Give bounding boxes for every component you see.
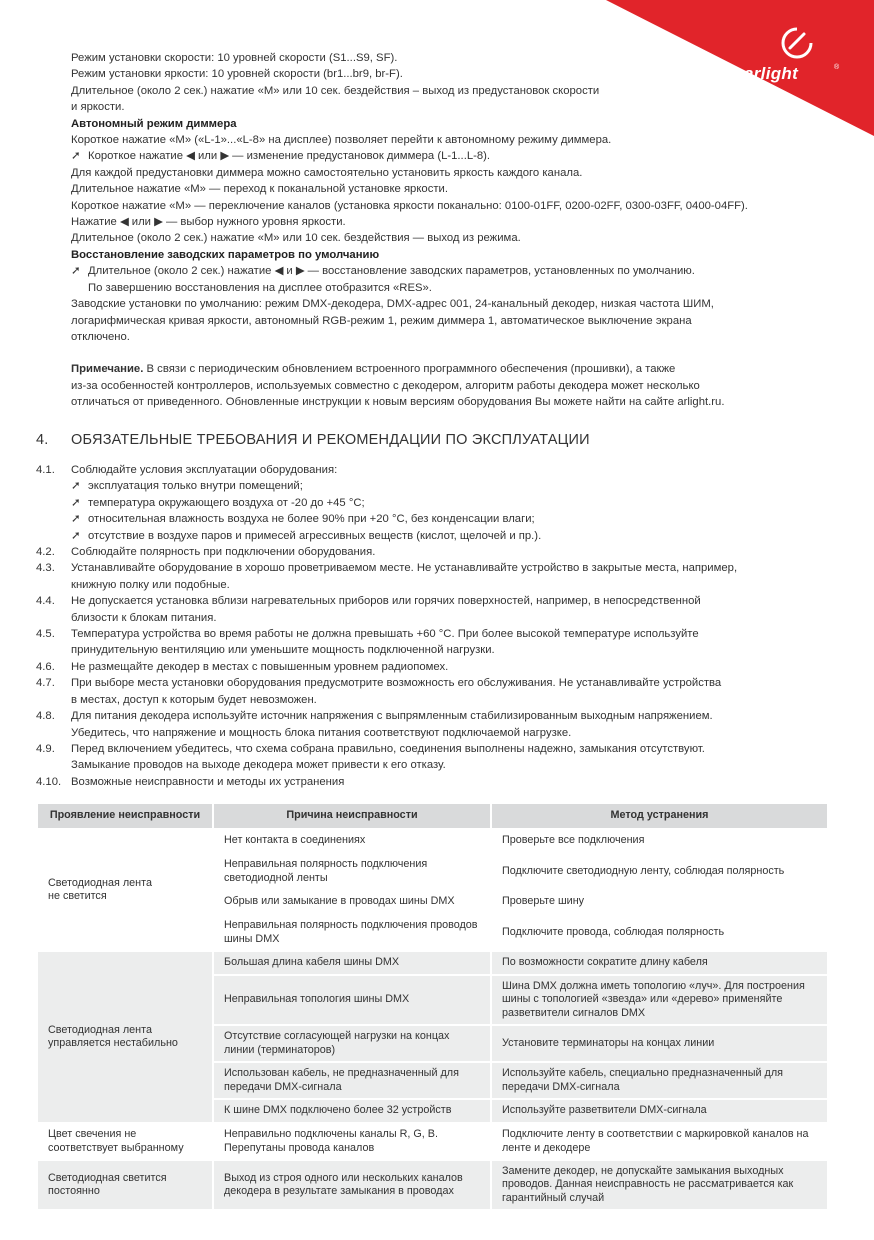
cause-cell: Неправильная полярность подключения проводов шины DMX [213,914,491,951]
requirement-number: 4.10. [36,775,62,788]
defaults-text-3: отключено. [71,330,130,343]
cause-cell: Выход из строя одного или нескольких каналов декодера в результате замыкания в проводах [213,1160,491,1210]
requirement-text [71,593,836,626]
requirement-item [36,741,836,774]
brand-registered-mark: ® [834,64,840,71]
dimmer-heading: Автономный режим диммера [71,117,237,130]
header-symptom: Проявление неисправности [37,803,213,829]
requirement-line: Не допускается установка вблизи нагревательных приборов или горячих поверхностей, например, в непосредственной [71,595,701,608]
symptom-line: Цвет свечения не [48,1128,137,1141]
arrow-bullet-icon: ➚ [71,150,81,163]
requirement-item [36,675,836,708]
cause-cell: Обрыв или замыкание в проводах шины DMX [213,890,491,914]
troubleshooting-table [36,802,829,1211]
requirement-item [36,593,836,626]
arrow-bullet-icon: ➚ [71,496,81,509]
condition-text: отсутствие в воздухе паров и примесей агрессивных веществ (кислот, щелочей и пр.). [88,529,542,542]
requirement-number: 4.4. [36,595,55,608]
fix-cell: Подключите светодиодную ленту, соблюдая полярность [491,853,828,890]
symptom-cell [37,951,213,1123]
symptom-cell [37,1123,213,1160]
dimmer-text-7: Длительное (около 2 сек.) нажатие «M» или 10 сек. бездействия — выход из режима. [71,232,521,245]
dimmer-text-4: Длительное нажатие «M» — переход к поканальной установке яркости. [71,183,448,196]
note-text-2: из-за особенностей контроллеров, используемых совместно с декодером, алгоритм работы декодера может несколько [71,379,700,392]
requirement-text: Не размещайте декодер в местах с повышенным уровнем радиопомех. [71,660,449,673]
exit-text-1: Длительное (около 2 сек.) нажатие «M» или 10 сек. бездействия – выход из предустановок скорости [71,84,600,97]
requirement-line: При выборе места установки оборудования предусмотрите возможность его обслуживания. Не устанавливайте устройства [71,677,722,690]
dimmer-bullet [71,148,831,164]
section-heading: ОБЯЗАТЕЛЬНЫЕ ТРЕБОВАНИЯ И РЕКОМЕНДАЦИИ ПО ЭКСПЛУАТАЦИИ [71,432,590,448]
table-header-row [37,803,828,829]
fix-cell: Проверьте шину [491,890,828,914]
arrow-bullet-icon: ➚ [71,265,81,278]
symptom-line: Светодиодная светится [48,1171,167,1184]
fix-cell: Подключите провода, соблюдая полярность [491,914,828,951]
symptom-line: управляется нестабильно [48,1037,178,1049]
header-fix: Метод устранения [491,803,828,829]
exit-text-2: и яркости. [71,101,125,114]
requirement-line: принудительную вентиляцию или уменьшите мощность подключенной нагрузки. [71,644,495,657]
symptom-line: соответствует выбранному [48,1141,184,1154]
dimmer-text-3: Для каждой предустановки диммера можно самостоятельно установить яркость каждого канала. [71,166,583,179]
mode-description [71,50,831,411]
requirement-text: Возможные неисправности и методы их устранения [71,775,345,788]
symptom-line: Светодиодная лента [48,876,152,889]
cause-cell: Использован кабель, не предназначенный для передачи DMX-сигнала [213,1062,491,1099]
note-label: Примечание. [71,363,144,376]
requirement-number: 4.7. [36,677,55,690]
note-text-3: отличаться от приведенного. Обновленные инструкции к новым версиям оборудования Вы можете найти на сайте arlight.ru. [71,396,725,409]
requirements-list [36,462,836,790]
requirement-text [71,708,836,741]
requirement-line: Убедитесь, что напряжение и мощность блока питания соответствуют подключаемой нагрузке. [71,726,572,739]
cause-cell: Нет контакта в соединениях [213,829,491,853]
requirement-number: 4.2. [36,546,55,559]
reset-text-1: Длительное (около 2 сек.) нажатие ◀ и ▶ — восстановление заводских параметров, установленных по умолчанию. [88,265,695,278]
requirement-item [36,544,836,560]
requirement-line: Устанавливайте оборудование в хорошо проветриваемом месте. Не устанавливайте устройство в закрытые места, например, [71,562,738,575]
fix-cell: Шина DMX должна иметь топологию «луч». Для построения шины с топологией «звезда» или «дерево» применяйте разветвители сигналов DMX [491,975,828,1025]
condition-text: эксплуатация только внутри помещений; [88,480,303,493]
fix-cell: По возможности сократите длину кабеля [491,951,828,975]
condition-text: относительная влажность воздуха не более 90% при +20 °С, без конденсации влаги; [88,513,535,526]
requirement-number: 4.9. [36,742,55,755]
requirement-item [36,659,836,675]
dimmer-text-5: Короткое нажатие «M» — переключение каналов (установка яркости поканально: 0100-01FF, 0200-02FF, 0300-03FF, 0400-04FF). [71,199,748,212]
dimmer-text-1: Короткое нажатие «M» («L-1»...«L-8» на дисплее) позволяет перейти к автономному режиму диммера. [71,134,612,147]
requirement-text: Соблюдайте условия эксплуатации оборудования: [71,464,338,476]
arrow-bullet-icon: ➚ [71,513,81,526]
requirement-line: Перед включением убедитесь, что схема собрана правильно, соединения выполнены надежно, замыкания отсутствуют. [71,742,705,755]
requirement-item [36,560,836,593]
symptom-line: Светодиодная лента [48,1023,152,1036]
arrow-bullet-icon: ➚ [71,480,81,493]
table-row [37,1160,828,1210]
reset-bullet [71,263,831,279]
fix-cell: Используйте кабель, специально предназначенный для передачи DMX-сигнала [491,1062,828,1099]
table-row [37,1123,828,1160]
section-title [36,432,590,448]
fix-cell: Замените декодер, не допускайте замыкания выходных проводов. Данная неисправность не рассматривается как гарантийный случай [491,1160,828,1210]
fix-cell: Установите терминаторы на концах линии [491,1025,828,1062]
requirement-text [71,741,836,774]
condition-item [36,478,836,494]
header-cause: Причина неисправности [213,803,491,829]
arrow-bullet-icon: ➚ [71,529,81,542]
requirement-text [71,675,836,708]
section-number: 4. [36,432,49,448]
fix-cell: Проверьте все подключения [491,829,828,853]
reset-heading: Восстановление заводских параметров по умолчанию [71,248,380,261]
condition-text: температура окружающего воздуха от -20 до +45 °С; [88,496,365,509]
requirement-number: 4.1. [36,464,55,476]
requirement-item [36,462,836,478]
cause-cell: Неправильно подключены каналы R, G, B. Перепутаны провода каналов [213,1123,491,1160]
note-body-1: В связи с периодическим обновлением встроенного программного обеспечения (прошивки), а также [143,363,676,376]
condition-item [36,511,836,527]
brightness-mode-text: Режим установки яркости: 10 уровней скорости (br1...br9, br-F). [71,68,403,81]
symptom-line: постоянно [48,1185,100,1197]
cause-cell: К шине DMX подключено более 32 устройств [213,1099,491,1123]
dimmer-text-2: Короткое нажатие ◀ или ▶ — изменение предустановок диммера (L-1...L-8). [88,150,491,163]
requirement-line: Замыкание проводов на выходе декодера может привести к его отказу. [71,759,446,772]
cause-cell: Большая длина кабеля шины DMX [213,951,491,975]
requirement-line: в местах, доступ к которым будет невозможен. [71,693,317,706]
requirement-line: книжную полку или подобные. [71,578,230,591]
reset-text-2: По завершению восстановления на дисплее отобразится «RES». [88,281,432,294]
fix-cell: Подключите ленту в соответствии с маркировкой каналов на ленте и декодере [491,1123,828,1160]
requirement-text [71,560,836,593]
requirement-line: Температура устройства во время работы не должна превышать +60 °С. При более высокой температуре используйте [71,628,699,641]
requirement-item [36,774,836,790]
cause-cell: Неправильная топология шины DMX [213,975,491,1025]
defaults-text-2: логарифмическая кривая яркости, автономный RGB-режим 1, режим диммера 1, автоматическое выключение экрана [71,314,692,327]
requirement-number: 4.8. [36,710,55,723]
requirement-number: 4.6. [36,660,55,673]
requirement-number: 4.3. [36,562,55,575]
requirement-number: 4.5. [36,628,55,641]
note-text-1 [71,361,831,377]
cause-cell: Неправильная полярность подключения светодиодной ленты [213,853,491,890]
symptom-line: не светится [48,890,107,902]
symptom-cell [37,829,213,951]
cause-cell: Отсутствие согласующей нагрузки на концах линии (терминаторов) [213,1025,491,1062]
requirement-text: Соблюдайте полярность при подключении оборудования. [71,546,376,559]
requirement-text [71,626,836,659]
speed-mode-text: Режим установки скорости: 10 уровней скорости (S1...S9, SF). [71,52,398,64]
defaults-text-1: Заводские установки по умолчанию: режим DMX-декодера, DMX-адрес 001, 24-канальный декодер, низкая частота ШИМ, [71,298,714,311]
symptom-cell [37,1160,213,1210]
condition-item [36,528,836,544]
requirement-item [36,626,836,659]
dimmer-text-6: Нажатие ◀ или ▶ — выбор нужного уровня яркости. [71,216,346,229]
table-row [37,951,828,975]
requirement-line: близости к блокам питания. [71,611,217,624]
brand-name: arlight [744,64,799,83]
fix-cell: Используйте разветвители DMX-сигнала [491,1099,828,1123]
requirement-line: Для питания декодера используйте источник напряжения с выпрямленным стабилизированным выходным напряжением. [71,710,713,723]
requirement-item [36,708,836,741]
table-row [37,829,828,853]
condition-item [36,495,836,511]
